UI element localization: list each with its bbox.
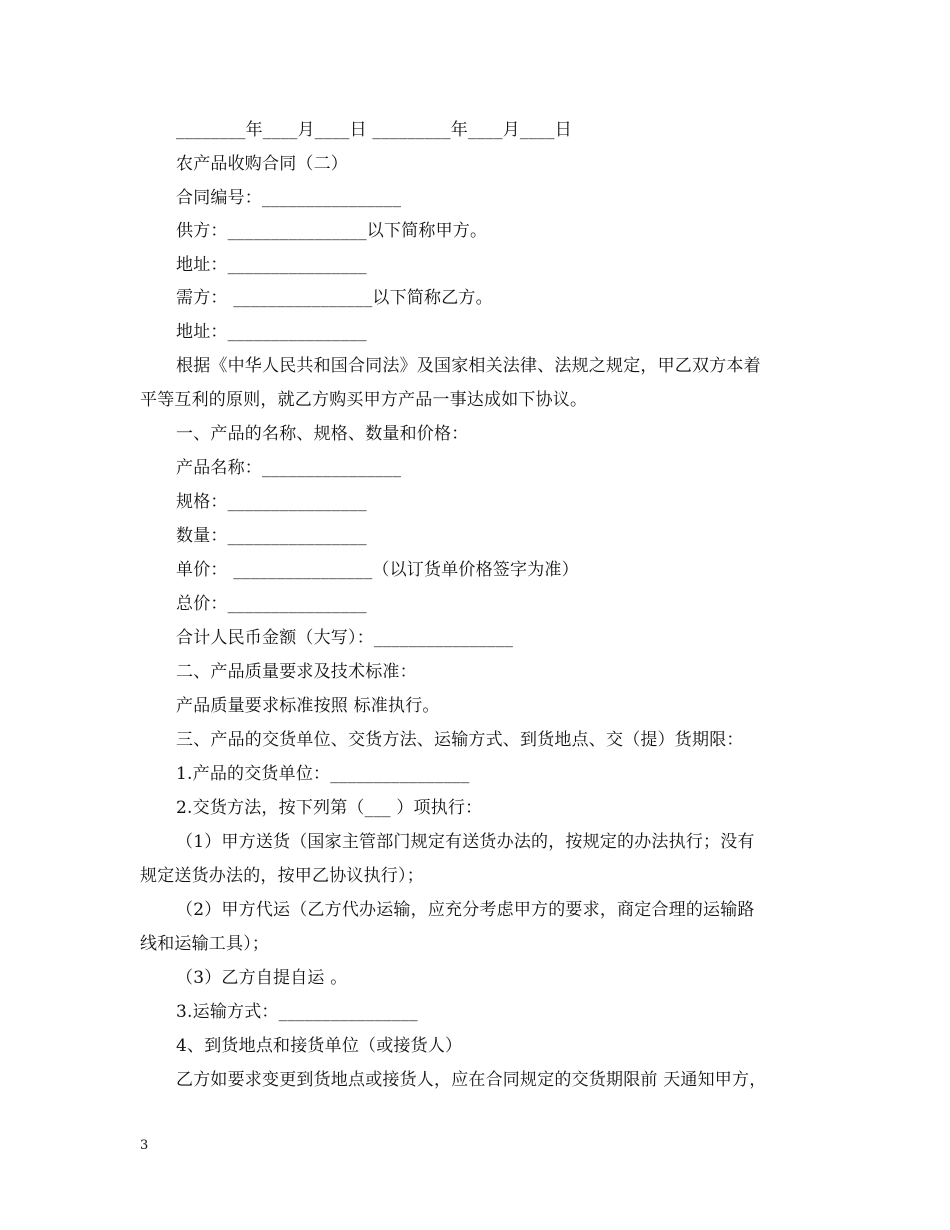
method-1-line-2: 规定送货办法的，按甲乙协议执行）； [140, 866, 424, 886]
destination-change-clause: 乙方如要求变更到货地点或接货人，应在合同规定的交货期限前 天通知甲方， [176, 1070, 767, 1090]
method-1-line-1: （1）甲方送货（国家主管部门规定有送货办法的，按规定的办法执行；没有 [176, 832, 755, 852]
contract-title: 农产品收购合同（二） [176, 154, 348, 174]
product-name: 产品名称：________________ [176, 458, 402, 478]
preamble-line-1: 根据《中华人民共和国合同法》及国家相关法律、法规之规定，甲乙双方本着 [176, 356, 761, 376]
buyer-line: 需方： ________________以下简称乙方。 [176, 288, 493, 308]
total-rmb-amount: 合计人民币金额（大写）：________________ [176, 628, 514, 648]
preamble-line-2: 平等互利的原则，就乙方购买甲方产品一事达成如下协议。 [140, 390, 588, 410]
date-line: ________年____月____日 _________年____月____日 [176, 120, 572, 140]
method-2-line-2: 线和运输工具）； [140, 934, 270, 954]
section-2-heading: 二、产品质量要求及技术标准： [176, 662, 417, 682]
delivery-method: 2.交货方法，按下列第（___ ）项执行： [176, 798, 483, 818]
transport-mode: 3.运输方式：________________ [176, 1002, 418, 1022]
section-3-heading: 三、产品的交货单位、交货方法、运输方式、到货地点、交（提）货期限： [176, 730, 744, 750]
quantity: 数量：________________ [176, 526, 367, 546]
method-3: （3）乙方自提自运 。 [176, 968, 348, 988]
contract-number: 合同编号：________________ [176, 188, 402, 208]
unit-price: 单价： ________________（以订货单价格签字为准） [176, 560, 579, 580]
delivery-unit: 1.产品的交货单位：________________ [176, 764, 470, 784]
section-1-heading: 一、产品的名称、规格、数量和价格： [176, 424, 469, 444]
quality-standard: 产品质量要求标准按照 标准执行。 [176, 696, 440, 716]
supplier-line: 供方：________________以下简称甲方。 [176, 221, 488, 241]
total-price: 总价：________________ [176, 594, 367, 614]
page-number: 3 [140, 1138, 149, 1153]
method-2-line-1: （2）甲方代运（乙方代办运输，应充分考虑甲方的要求，商定合理的运输路 [176, 900, 755, 920]
destination-heading: 4、到货地点和接货单位（或接货人） [176, 1036, 463, 1056]
specification: 规格：________________ [176, 492, 367, 512]
buyer-address: 地址：________________ [176, 322, 367, 342]
supplier-address: 地址：________________ [176, 255, 367, 275]
